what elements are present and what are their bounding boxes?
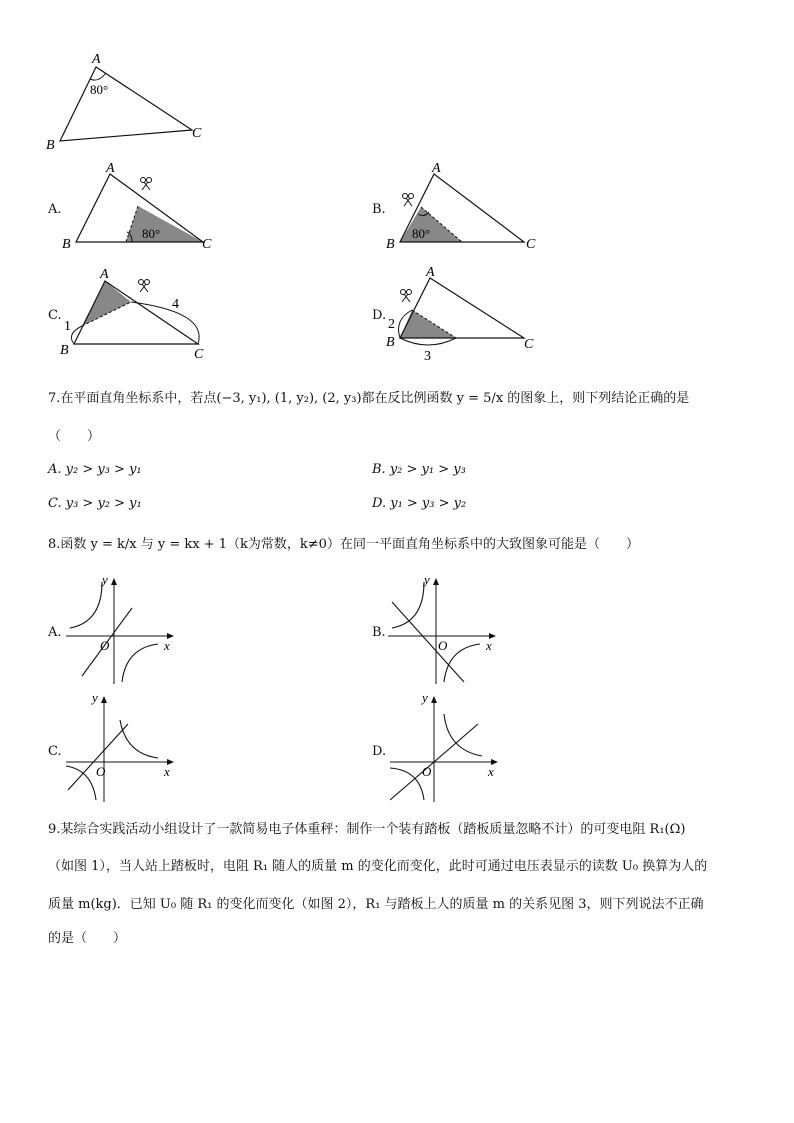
q8-option-d-graph	[386, 690, 506, 805]
axis-x-label: x	[486, 638, 492, 653]
option-a-letter: A.	[48, 202, 62, 217]
top-triangle-figure	[40, 45, 220, 155]
vertex-c: C	[524, 337, 534, 352]
q9-line-1: 9.某综合实践活动小组设计了一款简易电子体重秤：制作一个装有踏板（踏板质量忽略不计）的可变电阻 R₁(Ω)	[48, 822, 686, 837]
arc-label-3: 3	[424, 349, 431, 362]
arc-label-4: 4	[172, 297, 179, 312]
linear-line	[68, 724, 128, 790]
option-d-figure	[384, 262, 554, 362]
hyperbola-branch-1	[120, 720, 158, 758]
origin-label: O	[422, 764, 432, 779]
q9-line-4: 的是（ ）	[48, 931, 127, 946]
option-c-letter: C.	[48, 308, 62, 323]
vertex-a: A	[106, 161, 115, 176]
vertex-a: A	[432, 161, 441, 176]
q8-option-c-letter: C.	[48, 744, 62, 759]
q8-option-d-letter: D.	[372, 744, 387, 759]
scissors-icon	[403, 194, 414, 207]
q7-stem: 7.在平面直角坐标系中，若点(−3, y₁), (1, y₂), (2, y₃)都在反比例函数 y = 5/x 的图象上，则下列结论正确的是	[48, 391, 690, 406]
q8-stem: 8.函数 y = k/x 与 y = kx + 1（k为常数，k≠0）在同一平面直角坐标系中的大致图象可能是（ ）	[48, 537, 639, 552]
vertex-b: B	[46, 138, 55, 153]
arc-bc-side	[400, 338, 456, 345]
q8-option-b-graph	[384, 572, 504, 687]
q7-paren: （ ）	[48, 429, 101, 444]
vertex-b: B	[62, 237, 71, 252]
hyperbola-branch-1	[70, 582, 102, 628]
scissors-icon	[139, 280, 150, 293]
vertex-c: C	[194, 347, 204, 362]
hyperbola-branch-2	[66, 766, 96, 800]
axis-y-label: y	[424, 572, 430, 587]
option-b-letter: B.	[372, 202, 386, 217]
q8-option-a-graph	[62, 572, 182, 687]
option-a-figure	[60, 160, 220, 252]
q8-option-b-letter: B.	[372, 625, 386, 640]
vertex-c: C	[202, 237, 212, 252]
y-axis-arrow	[111, 578, 117, 585]
linear-line	[392, 602, 464, 682]
y-axis-arrow	[101, 696, 107, 703]
origin-label: O	[438, 638, 448, 653]
scissors-icon	[141, 178, 152, 191]
arc-label-2: 2	[388, 317, 395, 332]
q7-option-d: D. y₁ > y₃ > y₂	[372, 496, 467, 511]
q9-line-2: （如图 1），当人站上踏板时，电阻 R₁ 随人的质量 m 的变化而变化，此时可通过电压表显示的读数 U₀ 换算为人的	[48, 859, 708, 874]
q7-option-b: B. y₂ > y₁ > y₃	[372, 462, 466, 477]
axis-x-label: x	[488, 764, 494, 779]
origin-label: O	[100, 638, 110, 653]
hyperbola-branch-2	[122, 644, 158, 682]
vertex-b: B	[60, 343, 69, 358]
q7-option-c: C. y₃ > y₂ > y₁	[48, 496, 142, 511]
y-axis-arrow	[431, 696, 437, 703]
vertex-b: B	[386, 335, 395, 350]
shaded-region	[126, 206, 203, 242]
angle-label: 80°	[142, 226, 161, 241]
hyperbola-branch-1	[392, 582, 424, 628]
vertex-a: A	[92, 52, 101, 67]
hyperbola-branch-2	[444, 644, 480, 682]
origin-label: O	[96, 764, 106, 779]
axis-y-label: y	[92, 690, 98, 705]
axis-y-label: y	[422, 690, 428, 705]
axis-x-label: x	[164, 764, 170, 779]
shaded-region	[82, 281, 131, 326]
option-b-figure	[384, 160, 554, 252]
vertex-a: A	[426, 265, 435, 280]
hyperbola-branch-1	[444, 714, 482, 756]
axis-x-label: x	[164, 638, 170, 653]
option-d-letter: D.	[372, 308, 387, 323]
y-axis-arrow	[433, 578, 439, 585]
vertex-b: B	[386, 237, 395, 252]
angle-label: 80°	[412, 226, 431, 241]
option-c-figure	[58, 262, 218, 362]
shaded-region	[400, 310, 456, 338]
q9-line-3: 质量 m(kg)．已知 U₀ 随 R₁ 的变化而变化（如图 2），R₁ 与踏板上人的质量 m 的关系见图 3，则下列说法不正确	[48, 897, 704, 912]
axis-y-label: y	[102, 572, 108, 587]
vertex-a: A	[100, 267, 109, 282]
vertex-c: C	[526, 237, 536, 252]
q7-option-a: A. y₂ > y₃ > y₁	[48, 462, 142, 477]
q8-option-c-graph	[62, 690, 182, 805]
arc-label-1: 1	[64, 319, 71, 334]
vertex-c: C	[192, 126, 202, 141]
angle-label: 80°	[90, 82, 109, 97]
triangle-abc	[60, 67, 192, 141]
arc-bc-side	[71, 326, 82, 344]
scissors-icon	[401, 290, 412, 303]
q8-option-a-letter: A.	[48, 625, 62, 640]
